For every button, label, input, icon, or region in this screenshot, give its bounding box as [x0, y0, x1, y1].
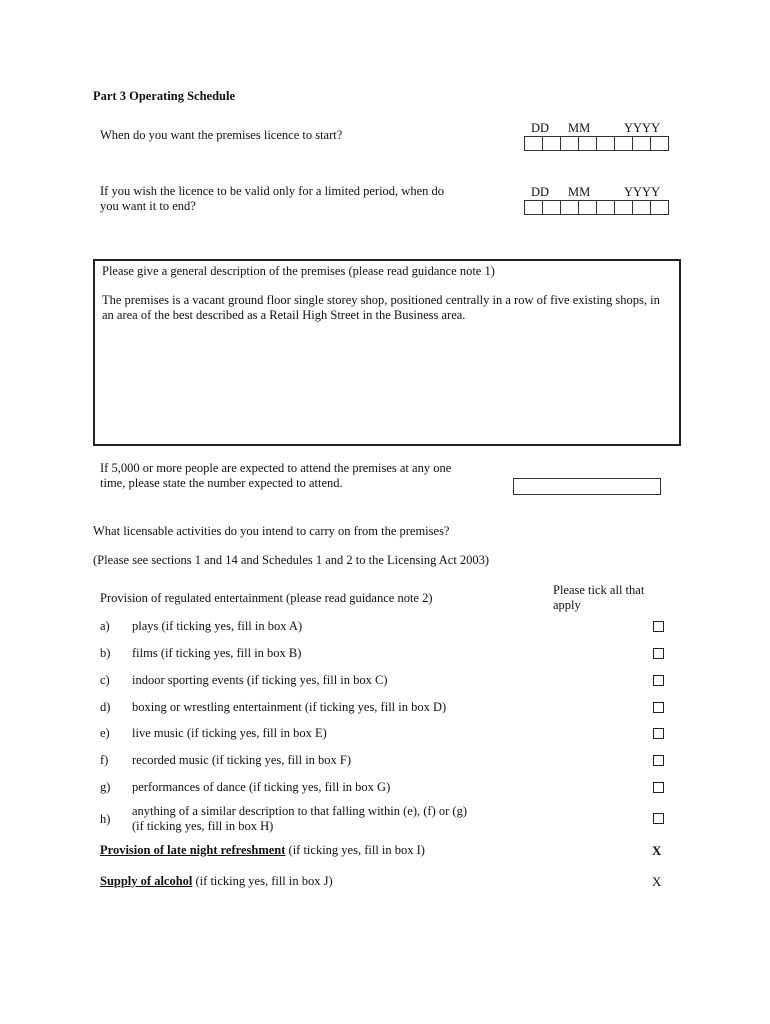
end-dd-label: DD [531, 185, 550, 199]
late-night-refreshment-note: (if ticking yes, fill in box I) [285, 843, 425, 857]
plays-checkbox[interactable] [653, 621, 664, 632]
end-date-cell[interactable] [579, 201, 597, 214]
start-date-cell[interactable] [543, 137, 561, 150]
page-title: Part 3 Operating Schedule [93, 89, 236, 103]
activity-letter: g) [100, 780, 111, 794]
end-date-cell[interactable] [525, 201, 543, 214]
alcohol-note: (if ticking yes, fill in box J) [192, 874, 333, 888]
end-date-cell[interactable] [633, 201, 651, 214]
premises-description-box[interactable] [93, 259, 681, 446]
activity-letter: h) [100, 812, 111, 826]
activity-dance-label: performances of dance (if ticking yes, fill in box G) [132, 780, 391, 794]
similar-entertainment-checkbox[interactable] [653, 813, 664, 824]
recorded-music-checkbox[interactable] [653, 755, 664, 766]
start-date-cell[interactable] [633, 137, 651, 150]
start-date-cell[interactable] [579, 137, 597, 150]
start-yyyy-label: YYYY [624, 121, 661, 135]
start-date-cell[interactable] [615, 137, 633, 150]
activities-question: What licensable activities do you intend to carry on from the premises? [93, 524, 450, 538]
late-night-refreshment-tick[interactable]: X [652, 843, 662, 858]
activity-films-label: films (if ticking yes, fill in box B) [132, 646, 302, 660]
activities-note: (Please see sections 1 and 14 and Schedules 1 and 2 to the Licensing Act 2003) [93, 553, 490, 567]
entertainment-heading: Provision of regulated entertainment (please read guidance note 2) [100, 591, 433, 605]
start-mm-label: MM [568, 121, 591, 135]
start-date-cell[interactable] [597, 137, 615, 150]
start-date-cell[interactable] [525, 137, 543, 150]
start-date-grid[interactable] [524, 136, 669, 151]
films-checkbox[interactable] [653, 648, 664, 659]
end-date-grid[interactable] [524, 200, 669, 215]
end-date-cell[interactable] [651, 201, 668, 214]
start-date-cell[interactable] [561, 137, 579, 150]
activity-indoor-sporting-label: indoor sporting events (if ticking yes, fill in box C) [132, 673, 388, 687]
activity-letter: c) [100, 673, 110, 687]
start-date-cell[interactable] [651, 137, 668, 150]
activity-live-music-label: live music (if ticking yes, fill in box E) [132, 726, 327, 740]
activity-similar-label-line1: anything of a similar description to that falling within (e), (f) or (g) [132, 804, 467, 818]
dance-checkbox[interactable] [653, 782, 664, 793]
activity-letter: f) [100, 753, 109, 767]
alcohol-tick[interactable]: X [652, 874, 662, 889]
end-date-cell[interactable] [561, 201, 579, 214]
live-music-checkbox[interactable] [653, 728, 664, 739]
activity-letter: a) [100, 619, 110, 633]
late-night-refreshment-row [100, 843, 425, 858]
start-dd-label: DD [531, 121, 550, 135]
activity-letter: e) [100, 726, 110, 740]
alcohol-row [100, 874, 333, 889]
activity-similar-label-line2: (if ticking yes, fill in box H) [132, 819, 274, 833]
activity-plays-label: plays (if ticking yes, fill in box A) [132, 619, 303, 633]
premises-description-label: Please give a general description of the premises (please read guidance note 1) [102, 264, 495, 278]
activity-letter: b) [100, 646, 111, 660]
tick-heading-line2: apply [553, 598, 581, 612]
attendance-question-line1: If 5,000 or more people are expected to attend the premises at any one [100, 461, 452, 475]
activity-letter: d) [100, 700, 111, 714]
end-date-cell[interactable] [615, 201, 633, 214]
end-mm-label: MM [568, 185, 591, 199]
activity-recorded-music-label: recorded music (if ticking yes, fill in box F) [132, 753, 352, 767]
end-date-question-line2: you want it to end? [100, 199, 196, 213]
activity-boxing-label: boxing or wrestling entertainment (if ticking yes, fill in box D) [132, 700, 447, 714]
late-night-refreshment-label: Provision of late night refreshment [100, 843, 286, 857]
indoor-sporting-checkbox[interactable] [653, 675, 664, 686]
end-date-cell[interactable] [597, 201, 615, 214]
tick-heading-line1: Please tick all that [553, 583, 645, 597]
boxing-checkbox[interactable] [653, 702, 664, 713]
end-yyyy-label: YYYY [624, 185, 661, 199]
attendance-question-line2: time, please state the number expected to attend. [100, 476, 343, 490]
end-date-cell[interactable] [543, 201, 561, 214]
alcohol-label: Supply of alcohol [100, 874, 193, 888]
premises-description-text: The premises is a vacant ground floor single storey shop, positioned centrally in a row of five existing shops, in an area of the best described as a Retail High Street in the Business area. [102, 293, 660, 322]
attendance-number-field[interactable] [513, 478, 661, 495]
start-date-question: When do you want the premises licence to start? [100, 128, 343, 142]
end-date-question-line1: If you wish the licence to be valid only for a limited period, when do [100, 184, 445, 198]
